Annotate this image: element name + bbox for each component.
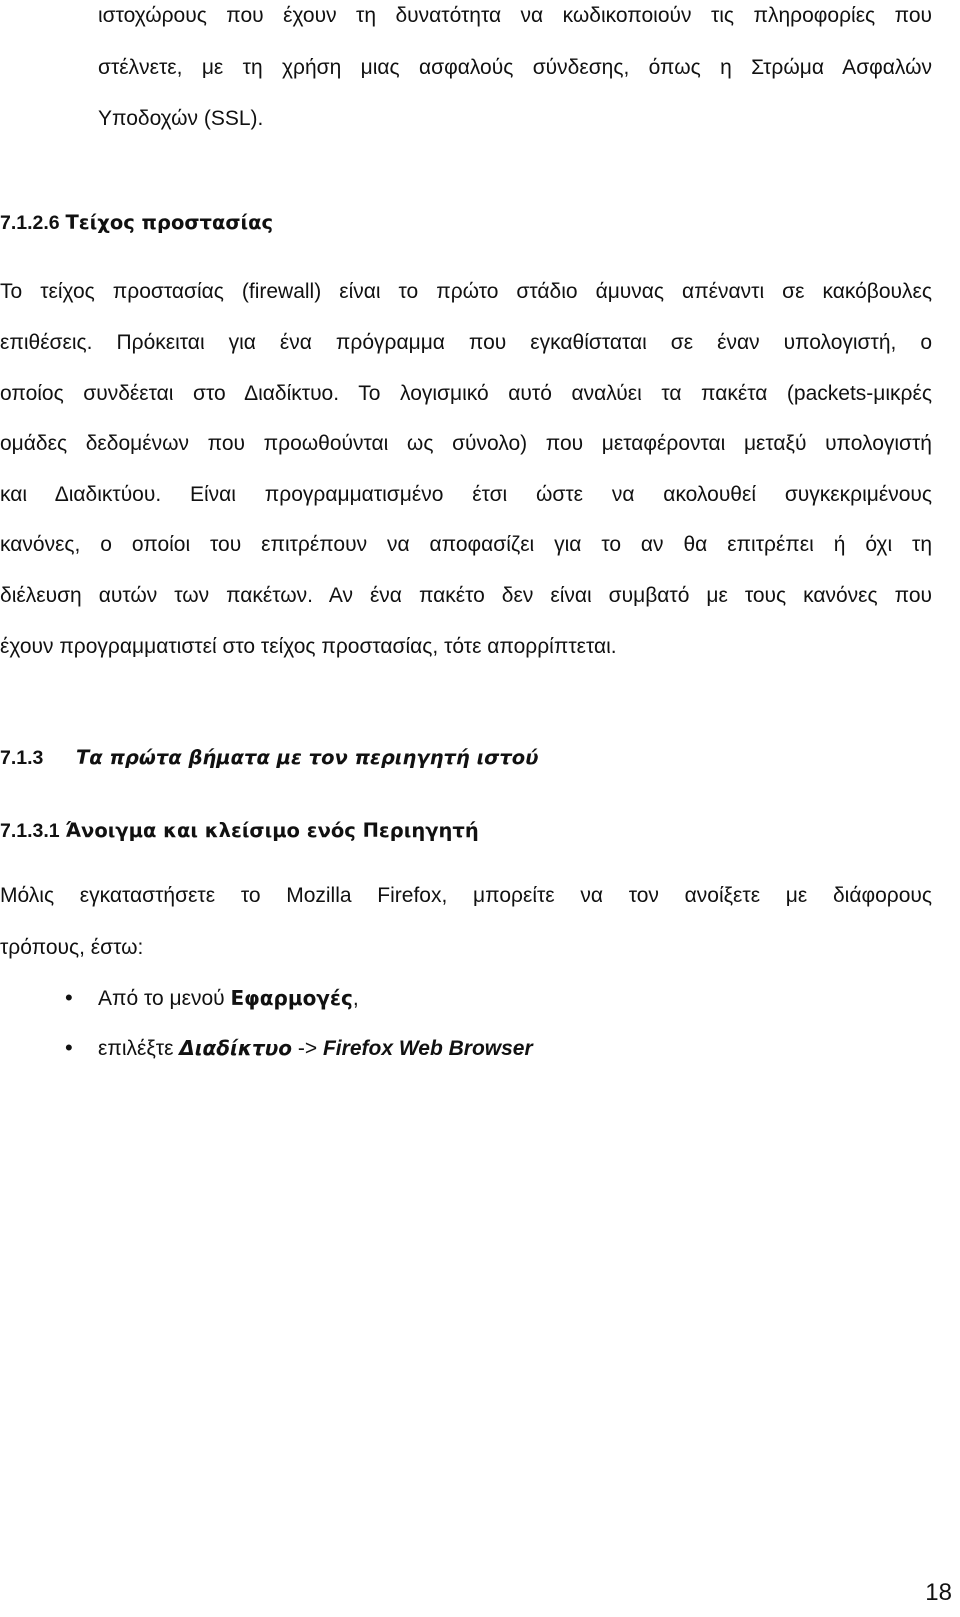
page-number: 18: [925, 1579, 952, 1606]
heading-first-steps-title: Τα πρώτα βήματα με τον περιηγητή ιστού: [76, 746, 539, 769]
heading-first-steps: [0, 745, 538, 771]
bullet-item-2-prefix: επιλέξτε: [98, 1037, 180, 1060]
bullet-marker: •: [65, 985, 73, 1010]
heading-open-close: [0, 818, 479, 844]
open-close-line-1: Μόλις εγκαταστήσετε το Mozilla Firefox, μπορείτε να τον ανοίξετε με διάφορους: [0, 884, 932, 907]
heading-open-close-title: Άνοιγμα και κλείσιμο ενός Περιηγητή: [65, 819, 479, 842]
firewall-line-2: επιθέσεις. Πρόκειται για ένα πρόγραμμα που εγκαθίσταται σε έναν υπολογιστή, ο: [0, 331, 932, 354]
bullet-item-1-suffix: ,: [352, 987, 359, 1010]
intro-line-3: Υποδοχών (SSL).: [98, 107, 264, 130]
firewall-line-7: διέλευση αυτών των πακέτων. Αν ένα πακέτο δεν είναι συμβατό με τους κανόνες που: [0, 584, 932, 607]
intro-line-2: στέλνετε, με τη χρήση μιας ασφαλούς σύνδεσης, όπως η Στρώμα Ασφαλών: [98, 56, 932, 79]
firewall-line-1: Το τείχος προστασίας (firewall) είναι το πρώτο στάδιο άμυνας απέναντι σε κακόβουλες: [0, 280, 932, 303]
bullet-item-2-app: Firefox Web Browser: [322, 1037, 533, 1060]
bullet-item-2-text: [98, 1035, 533, 1062]
heading-firewall-number: 7.1.2.6: [0, 212, 60, 234]
heading-first-steps-number: 7.1.3: [0, 747, 44, 769]
open-close-line-2: τρόπους, έστω:: [0, 936, 144, 959]
heading-firewall: [0, 210, 273, 236]
bullet-item-2-arrow: ->: [292, 1037, 323, 1060]
firewall-line-5: και Διαδικτύου. Είναι προγραμματισμένο έτσι ώστε να ακολουθεί συγκεκριμένους: [0, 483, 932, 506]
firewall-line-3: οποίος συνδέεται στο Διαδίκτυο. Το λογισμικό αυτό αναλύει τα πακέτα (packets-μικρές: [0, 382, 932, 405]
bullet-item-1-text: [98, 985, 359, 1012]
heading-firewall-title: Τείχος προστασίας: [65, 211, 274, 234]
firewall-line-8: έχουν προγραμματιστεί στο τείχος προστασίας, τότε απορρίπτεται.: [0, 635, 617, 658]
firewall-line-4: ομάδες δεδομένων που προωθούνται ως σύνολο) που μεταφέρονται μεταξύ υπολογιστή: [0, 432, 932, 455]
bullet-item-1-prefix: Από το μενού: [98, 987, 231, 1010]
heading-open-close-number: 7.1.3.1: [0, 820, 60, 842]
firewall-line-6: κανόνες, ο οποίοι του επιτρέπουν να αποφασίζει για το αν θα επιτρέπει ή όχι τη: [0, 533, 932, 556]
intro-line-1: ιστοχώρους που έχουν τη δυνατότητα να κωδικοποιούν τις πληροφορίες που: [98, 4, 932, 27]
bullet-item-2-menu: Διαδίκτυο: [179, 1036, 293, 1060]
bullet-item-1-bold: Εφαρμογές: [230, 986, 353, 1010]
bullet-marker: •: [65, 1035, 73, 1060]
